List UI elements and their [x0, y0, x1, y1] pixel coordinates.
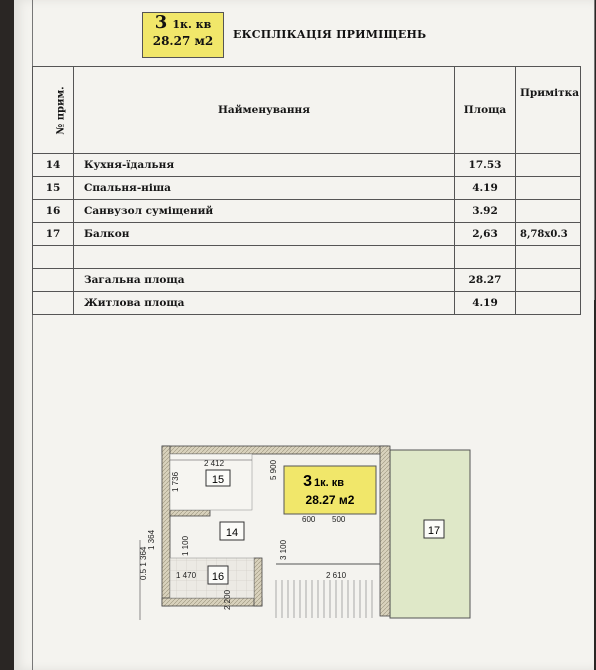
table-row [33, 154, 581, 177]
room-number [33, 246, 74, 269]
room-number: 14 [33, 154, 74, 177]
room-name [74, 246, 455, 269]
apartment-type: 1к. кв [172, 18, 212, 31]
dim-label: 500 [332, 515, 346, 524]
room-15-label: 15 [211, 474, 225, 486]
column-header-number: № прим. [33, 67, 74, 154]
room-name: Спальня-ніша [74, 177, 455, 200]
dim-label: 5 900 [269, 459, 278, 480]
table-row [33, 269, 581, 292]
apartment-number: 3 [154, 12, 168, 33]
room-note [516, 246, 581, 269]
room-area [455, 246, 516, 269]
room-17-label: 17 [427, 525, 441, 537]
room-area: 17.53 [455, 154, 516, 177]
room-note [516, 154, 581, 177]
room-note [516, 292, 581, 315]
table-row [33, 200, 581, 223]
dim-label: 1 100 [181, 535, 190, 556]
room-16-label: 16 [211, 571, 225, 583]
stair-lines [276, 580, 372, 618]
column-header-note: Примітка [516, 67, 581, 154]
dim-label: 2 610 [326, 571, 347, 580]
apartment-badge [142, 12, 224, 58]
document-title: ЕКСПЛІКАЦІЯ ПРИМІЩЕНЬ [233, 28, 427, 41]
room-number: 15 [33, 177, 74, 200]
table-row [33, 177, 581, 200]
dim-label: 0.5 1 364 [139, 546, 148, 580]
wall-bath-right [254, 558, 262, 606]
room-note [516, 200, 581, 223]
column-header-name: Найменування [74, 67, 455, 154]
room-area: 4.19 [455, 177, 516, 200]
plan-apartment-number: 3 [303, 473, 312, 490]
table-row [33, 292, 581, 315]
border-line-right [594, 0, 595, 300]
wall-right [380, 446, 390, 616]
living-area-label: Житлова площа [74, 292, 455, 315]
dim-label: 2 200 [223, 589, 232, 610]
wall-partition [170, 510, 210, 516]
plan-apartment-type: 1к. кв [314, 477, 345, 489]
floor-plan [126, 440, 486, 640]
room-number [33, 292, 74, 315]
wall-bottom-left [162, 598, 262, 606]
room-note [516, 269, 581, 292]
total-area-value: 28.27 [455, 269, 516, 292]
dim-label: 1 364 [147, 529, 156, 550]
room-number [33, 269, 74, 292]
dim-label: 2 412 [204, 459, 225, 468]
dim-label: 1 470 [176, 571, 197, 580]
room-note: 8,78х0.3 [516, 223, 581, 246]
room-name: Балкон [74, 223, 455, 246]
room-area: 3.92 [455, 200, 516, 223]
plan-apartment-area: 28.27 м2 [305, 493, 355, 507]
apartment-area: 28.27 м2 [152, 34, 214, 48]
total-area-label: Загальна площа [74, 269, 455, 292]
room-number: 17 [33, 223, 74, 246]
table-row [33, 246, 581, 269]
room-area: 2,63 [455, 223, 516, 246]
wall-top [162, 446, 388, 454]
room-name: Санвузол суміщений [74, 200, 455, 223]
room-name: Кухня-їдальня [74, 154, 455, 177]
table-row [33, 223, 581, 246]
column-header-area: Площа [455, 67, 516, 154]
rooms-table [32, 66, 581, 315]
dim-label: 600 [302, 515, 316, 524]
dim-label: 1 736 [171, 471, 180, 492]
dim-label: 3 100 [279, 539, 288, 560]
room-14-label: 14 [225, 527, 239, 539]
room-number: 16 [33, 200, 74, 223]
room-note [516, 177, 581, 200]
living-area-value: 4.19 [455, 292, 516, 315]
wall-left [162, 446, 170, 606]
